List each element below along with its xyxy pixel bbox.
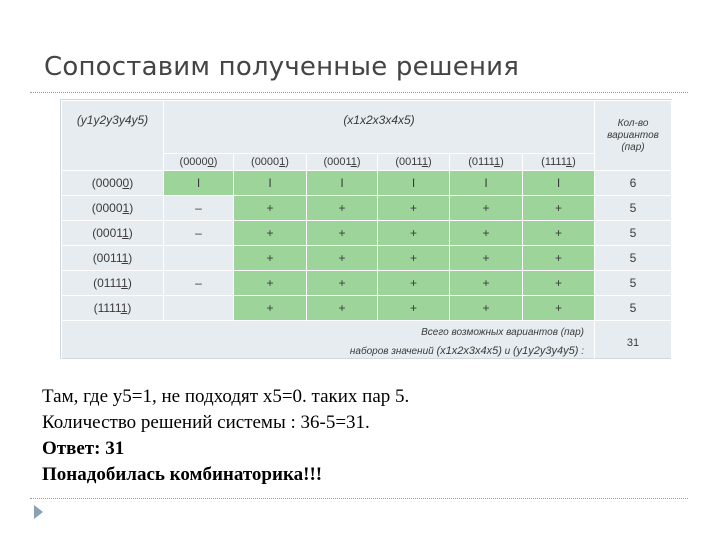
table-row (62, 221, 672, 246)
y-row-header (62, 196, 164, 221)
footer-line2-text: наборов значений (349, 346, 434, 357)
count-header (595, 101, 672, 171)
label-underlined-digit: 1 (120, 301, 128, 315)
table-cell: + (234, 271, 307, 296)
label-underlined-digit: 0 (122, 176, 130, 190)
table-cell: + (450, 196, 523, 221)
footer-label (62, 321, 595, 365)
table-cell: + (450, 296, 523, 321)
label-underlined-digit: 1 (421, 156, 428, 168)
label-underlined-digit: 1 (122, 226, 129, 240)
x-column-header (234, 154, 307, 171)
footer-line2 (62, 342, 584, 361)
footer-and: и (504, 346, 511, 357)
y-row-header (62, 171, 164, 196)
table-cell: I (523, 171, 595, 196)
table-cell (164, 246, 234, 271)
table-cell: + (523, 296, 595, 321)
label-text: ) (129, 176, 134, 190)
label-underlined-digit: 1 (566, 156, 573, 168)
table-cell (164, 296, 234, 321)
table-cell: + (523, 221, 595, 246)
y-vector-header: (y1y2y3y4y5) (62, 101, 164, 171)
label-text: ) (127, 301, 132, 315)
table-cell: + (523, 271, 595, 296)
y-row-header (62, 296, 164, 321)
body-line-2: Количество решений системы : 36-5=31. (42, 412, 370, 433)
label-text: ) (129, 201, 134, 215)
table-row (62, 296, 672, 321)
table-row (62, 196, 672, 221)
label-text: (0000 (251, 156, 280, 168)
table-cell: + (234, 296, 307, 321)
label-text: ) (127, 276, 132, 290)
bullet-arrow-icon (34, 505, 43, 519)
x-column-header (450, 154, 523, 171)
label-underlined-digit: 1 (121, 276, 128, 290)
answer-line: Ответ: 31 (42, 438, 125, 459)
table-cell: + (307, 246, 378, 271)
label-text: (0111 (468, 156, 494, 168)
table-cell: + (307, 296, 378, 321)
table-cell: + (450, 271, 523, 296)
x-column-header (164, 154, 234, 171)
label-text: (1111 (541, 156, 567, 168)
count-header-line: Кол-во (617, 117, 649, 129)
table-cell: – (164, 271, 234, 296)
table-footer (62, 321, 672, 365)
table-cell: + (450, 221, 523, 246)
table-cell: + (523, 246, 595, 271)
count-header-line: вариантов (607, 129, 659, 141)
solutions-grid (61, 100, 672, 365)
table-cell: + (378, 246, 450, 271)
table-body (62, 171, 672, 321)
y-row-header (62, 246, 164, 271)
table-cell: I (234, 171, 307, 196)
x-column-header (307, 154, 378, 171)
label-text: (0001 (323, 156, 351, 168)
table-cell: + (378, 196, 450, 221)
label-text: (0011 (92, 251, 122, 265)
label-text: (1111 (93, 301, 121, 315)
table-cell: + (378, 296, 450, 321)
label-text: (0000 (91, 176, 123, 190)
table-cell: I (307, 171, 378, 196)
x-column-header (523, 154, 595, 171)
label-text: ) (213, 156, 218, 168)
label-underlined-digit: 1 (279, 156, 286, 168)
table-row (62, 171, 672, 196)
body-line-1: Там, где y5=1, не подходят x5=0. таких пар 5. (42, 386, 410, 407)
y-row-header (62, 271, 164, 296)
y-row-header (62, 221, 164, 246)
footer-colon: : (581, 346, 584, 357)
total-count: 31 (595, 321, 672, 365)
table-cell: I (164, 171, 234, 196)
footer-x-vector: (x1x2x3x4x5) (436, 345, 502, 357)
title-divider (30, 92, 688, 93)
table-cell: – (164, 196, 234, 221)
x-column-header (378, 154, 450, 171)
table-cell: + (307, 221, 378, 246)
footer-line1: Всего возможных вариантов (пар) (421, 327, 584, 338)
table-cell: + (234, 196, 307, 221)
conclusion-line: Понадобилась комбинаторика!!! (42, 464, 323, 485)
table-cell: + (307, 271, 378, 296)
bottom-divider (30, 498, 688, 499)
label-underlined-digit: 1 (350, 156, 357, 168)
row-count: 5 (595, 296, 672, 321)
label-text: ) (128, 251, 133, 265)
table-cell: + (523, 196, 595, 221)
table-cell: + (450, 246, 523, 271)
row-count: 5 (595, 271, 672, 296)
label-text: (0111 (93, 276, 122, 290)
label-text: ) (427, 156, 432, 168)
footer-y-vector: (y1y2y3y4y5) (513, 345, 579, 357)
label-text: (0011 (395, 156, 422, 168)
label-text: ) (285, 156, 289, 168)
label-text: ) (572, 156, 576, 168)
label-text: ) (128, 226, 133, 240)
row-count: 5 (595, 246, 672, 271)
label-underlined-digit: 1 (121, 251, 129, 265)
row-count: 5 (595, 196, 672, 221)
label-underlined-digit: 0 (207, 156, 214, 168)
label-text: (0000 (179, 156, 208, 168)
slide-title: Сопоставим полученные решения (44, 52, 520, 82)
table-cell: I (450, 171, 523, 196)
x-vector-header: (x1x2x3x4x5) (164, 101, 595, 154)
count-header-line: (пар) (621, 141, 645, 153)
solutions-table (60, 99, 672, 359)
table-cell: + (378, 271, 450, 296)
table-cell: + (378, 221, 450, 246)
table-cell: – (164, 221, 234, 246)
table-row (62, 246, 672, 271)
label-text: (0001 (92, 226, 123, 240)
table-cell: + (307, 196, 378, 221)
label-underlined-digit: 1 (493, 156, 501, 168)
row-count: 5 (595, 221, 672, 246)
row-count: 6 (595, 171, 672, 196)
table-cell: I (378, 171, 450, 196)
label-text: (0000 (91, 201, 123, 215)
table-row (62, 271, 672, 296)
label-text: ) (500, 156, 504, 168)
label-text: ) (356, 156, 361, 168)
slide-body (42, 384, 409, 488)
label-underlined-digit: 1 (122, 201, 130, 215)
table-cell: + (234, 221, 307, 246)
table-cell: + (234, 246, 307, 271)
